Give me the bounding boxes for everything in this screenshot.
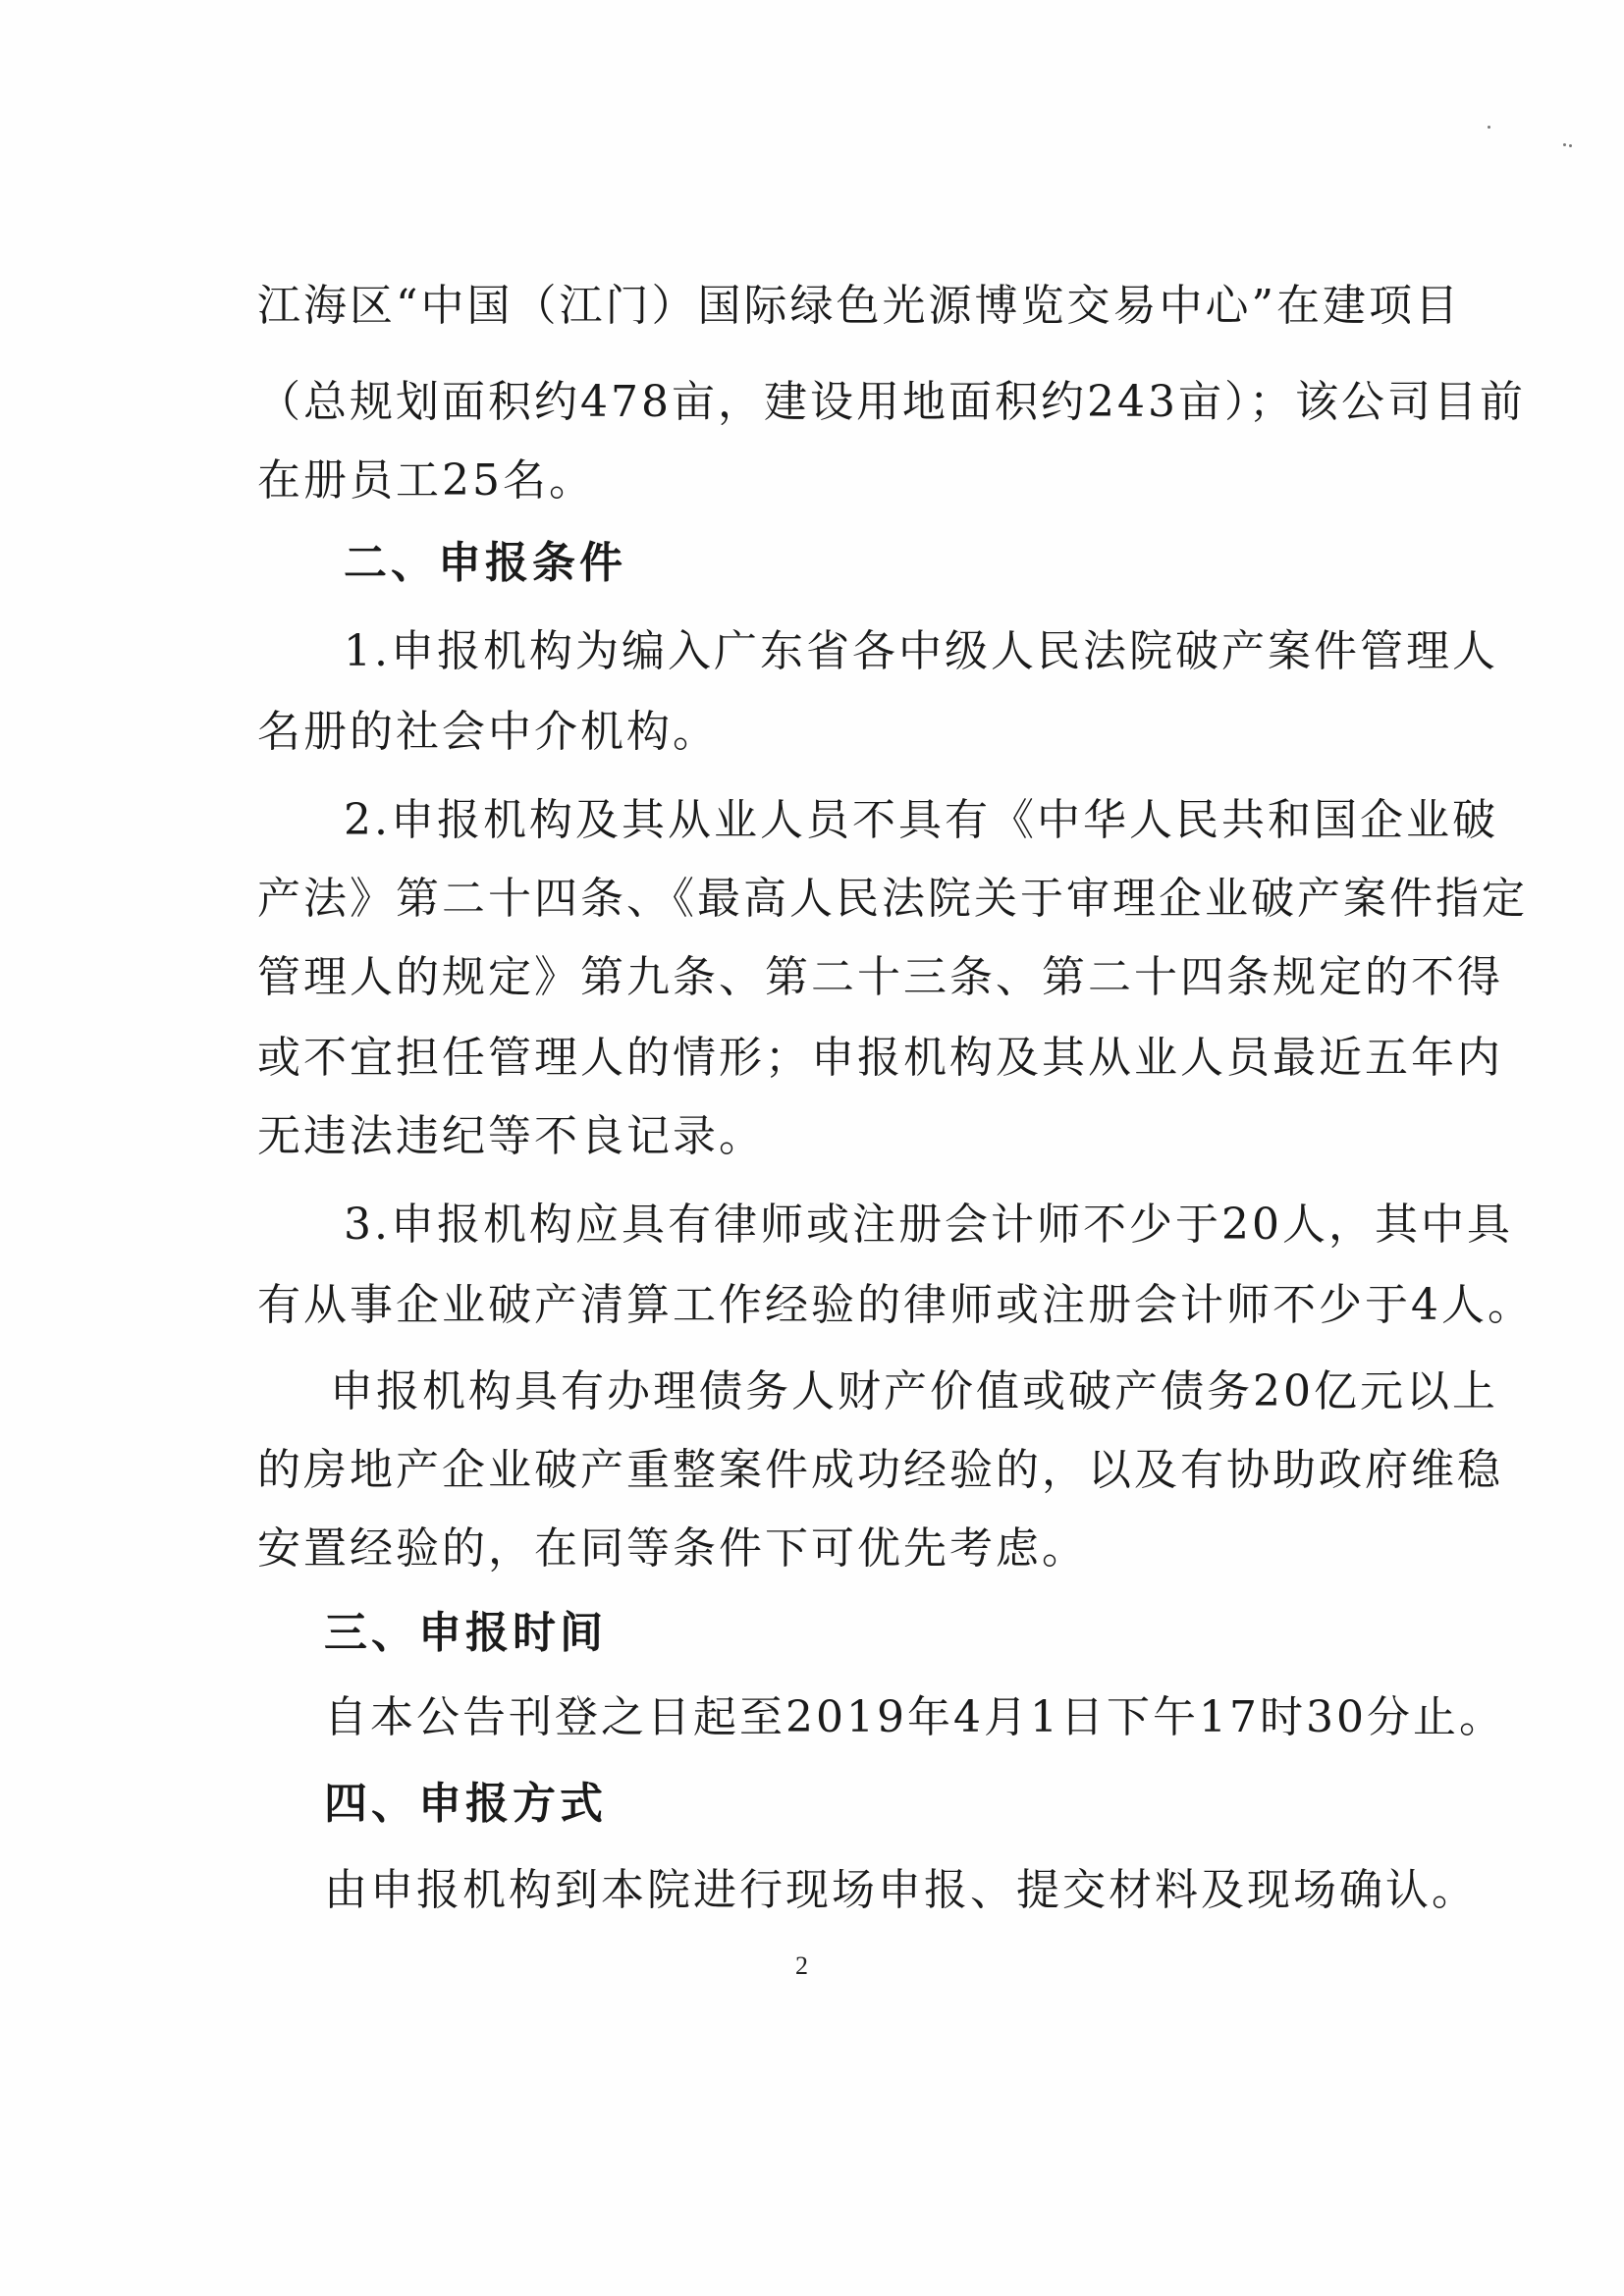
body-line: 3.申报机构应具有律师或注册会计师不少于20人，其中具 — [344, 1200, 1513, 1250]
scan-speck — [1488, 126, 1490, 129]
section-heading: 三、申报时间 — [324, 1608, 607, 1658]
body-line: 1.申报机构为编入广东省各中级人民法院破产案件管理人 — [344, 626, 1498, 676]
body-line: 申报机构具有办理债务人财产价值或破产债务20亿元以上 — [330, 1366, 1498, 1416]
scan-speck — [1563, 143, 1566, 146]
body-line: 或不宜担任管理人的情形；申报机构及其从业人员最近五年内 — [257, 1033, 1503, 1083]
body-line: 有从事企业破产清算工作经验的律师或注册会计师不少于4人。 — [257, 1280, 1534, 1330]
body-line: 自本公告刊登之日起至2019年4月1日下午17时30分止。 — [324, 1692, 1505, 1742]
body-line: 在册员工25名。 — [257, 455, 595, 506]
body-line: 无违法违纪等不良记录。 — [257, 1111, 765, 1161]
body-line: 产法》第二十四条、《最高人民法院关于审理企业破产案件指定 — [257, 874, 1528, 924]
body-line: 由申报机构到本院进行现场申报、提交材料及现场确认。 — [324, 1865, 1478, 1915]
body-line: 的房地产企业破产重整案件成功经验的，以及有协助政府维稳 — [257, 1445, 1503, 1495]
section-heading: 四、申报方式 — [324, 1779, 607, 1829]
scan-speck — [1569, 144, 1572, 147]
section-heading: 二、申报条件 — [344, 538, 626, 588]
body-line: 安置经验的，在同等条件下可优先考虑。 — [257, 1523, 1088, 1574]
body-line: （总规划面积约478亩，建设用地面积约243亩）；该公司目前 — [257, 377, 1526, 427]
body-line: 名册的社会中介机构。 — [257, 707, 719, 757]
body-line: 管理人的规定》第九条、第二十三条、第二十四条规定的不得 — [257, 952, 1503, 1002]
body-line: 2.申报机构及其从业人员不具有《中华人民共和国企业破 — [344, 795, 1498, 845]
page-number: 2 — [795, 1951, 808, 1980]
body-line: 江海区“中国（江门）国际绿色光源博览交易中心”在建项目 — [257, 281, 1461, 331]
